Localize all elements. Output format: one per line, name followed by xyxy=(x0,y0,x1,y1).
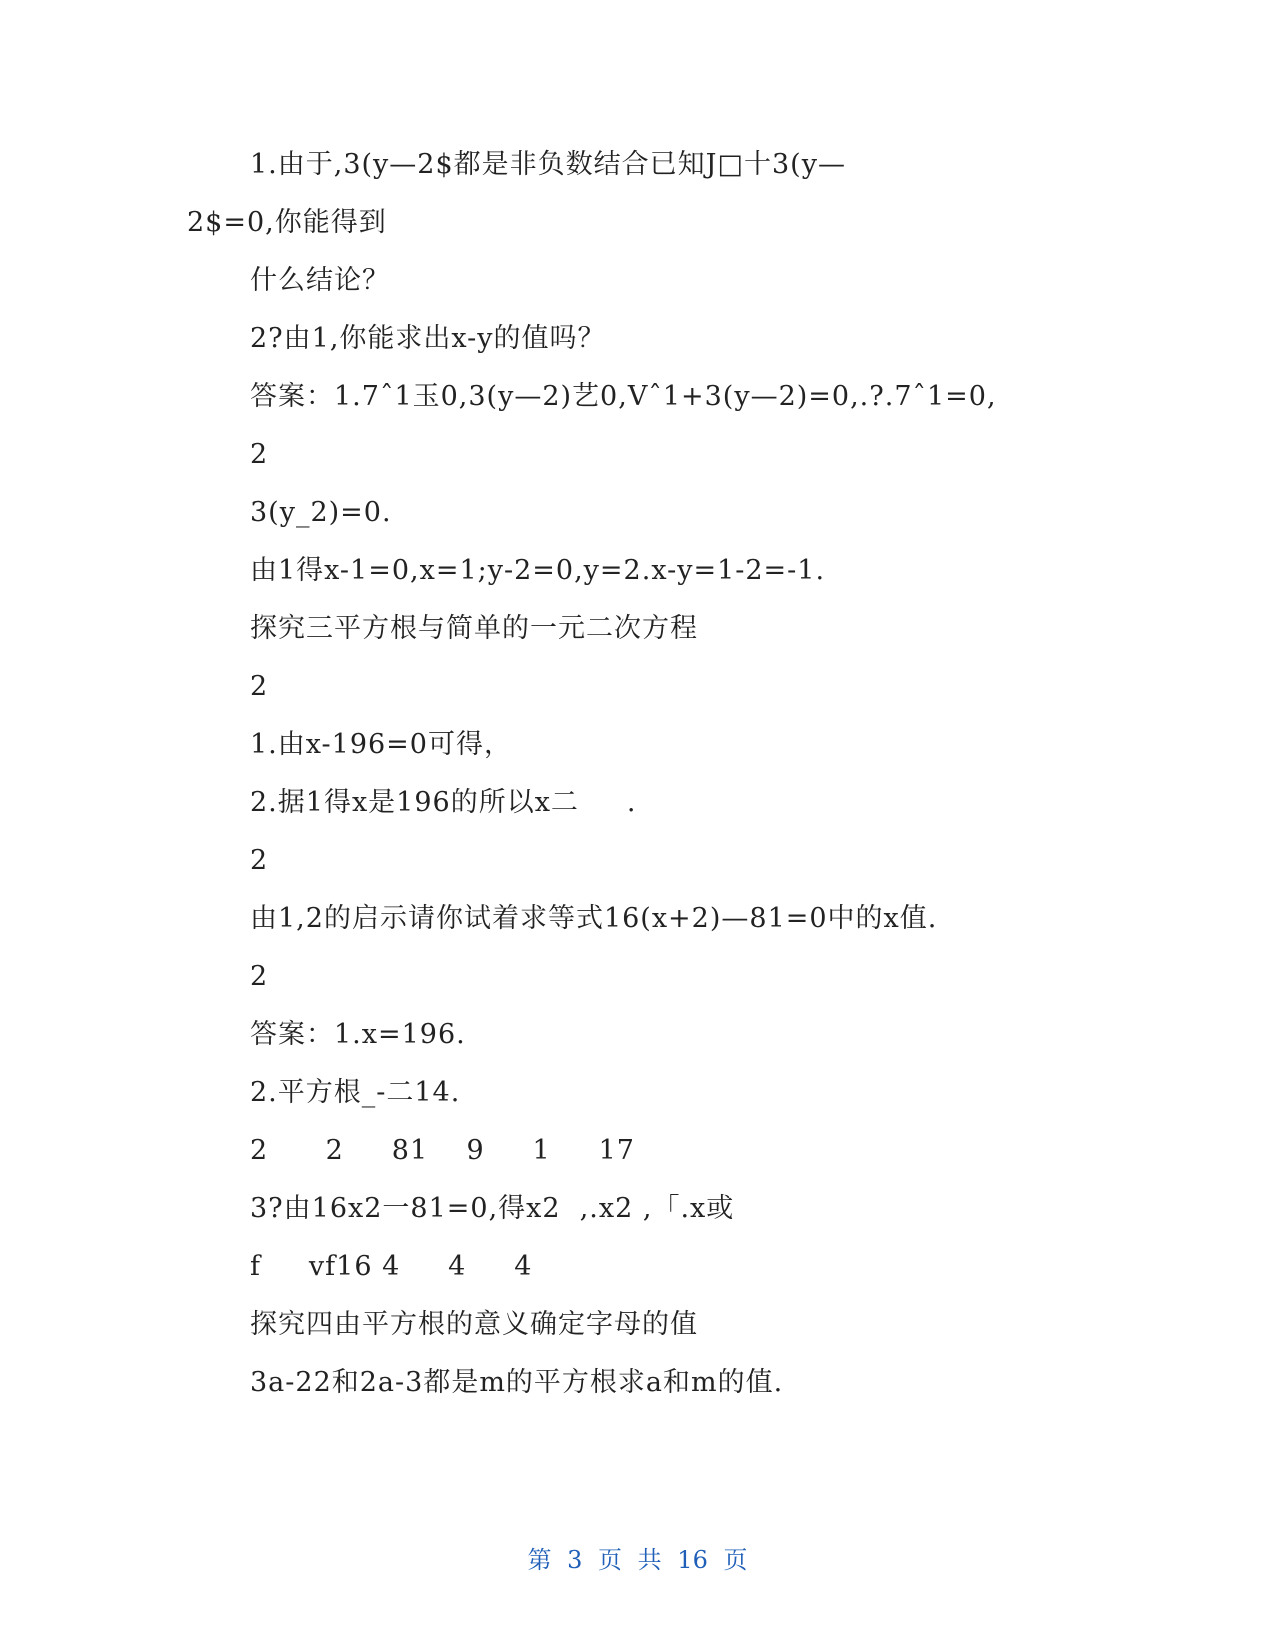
section-heading-3: 探究三平方根与简单的一元二次方程 xyxy=(250,613,698,644)
text-line-3: 什么结论？ xyxy=(250,265,390,296)
superscript-line-3: 2 xyxy=(250,845,269,876)
superscript-line-1: 2 xyxy=(250,439,269,470)
text-line-17: 2.平方根_-二14. xyxy=(250,1077,461,1108)
text-line-19: 3?由16x2一81=0,得x2 ,.x2 ,「.x或 xyxy=(250,1193,735,1224)
text-line-12: 2.据1得x是196的所以x二 . xyxy=(250,787,637,818)
superscript-line-2: 2 xyxy=(250,671,269,702)
text-line-14: 由1,2的启示请你试着求等式16(x+2)—81=0中的x值. xyxy=(250,903,938,934)
fraction-denominators-line: f vf16 4 4 4 xyxy=(250,1251,533,1282)
answer-line-1: 答案：1.7ˆ1玉0,3(y—2)艺0,Vˆ1+3(y—2)=0,.?.7ˆ1=0, xyxy=(250,381,997,412)
text-line-11: 1.由x-196=0可得， xyxy=(250,729,512,760)
text-line-1: 1.由于,3(y—2$都是非负数结合已知J□十3(y— xyxy=(250,149,846,180)
text-line-7: 3(y_2)=0. xyxy=(250,497,392,528)
text-line-8: 由1得x-1=0,x=1;y-2=0,y=2.x-y=1-2=-1. xyxy=(250,555,826,586)
text-line-2: 2$=0,你能得到 xyxy=(187,207,387,238)
text-line-4: 2?由1,你能求出x-y的值吗？ xyxy=(250,323,606,354)
fraction-numerators-line: 2 2 81 9 1 17 xyxy=(250,1135,635,1166)
page-number-footer: 第 3 页 共 16 页 xyxy=(527,1546,748,1574)
text-line-22: 3a-22和2a-3都是m的平方根求a和m的值. xyxy=(250,1367,784,1398)
answer-line-2: 答案：1.x=196. xyxy=(250,1019,466,1050)
superscript-line-4: 2 xyxy=(250,961,269,992)
section-heading-4: 探究四由平方根的意义确定字母的值 xyxy=(250,1309,698,1340)
